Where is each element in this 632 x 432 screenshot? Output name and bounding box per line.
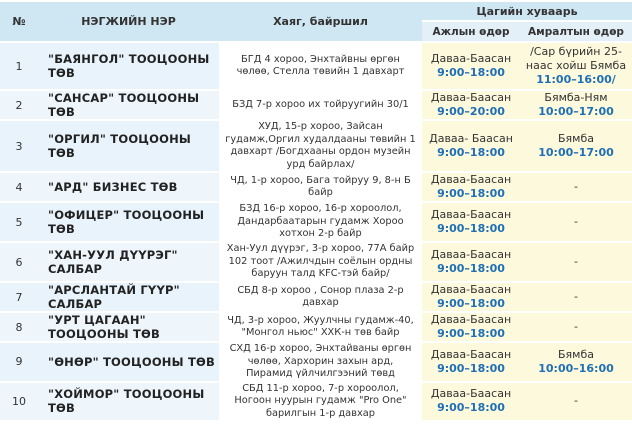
unit-name: "ХОЙМОР" ТООЦООНЫ ТӨВ bbox=[38, 383, 219, 421]
unit-name: "ХАН-УУЛ ДҮҮРЭГ" САЛБАР bbox=[38, 243, 219, 281]
workday-days: Даваа-Баасан bbox=[430, 91, 512, 104]
table-row bbox=[0, 121, 632, 171]
workday-schedule bbox=[422, 43, 520, 89]
restday-schedule bbox=[520, 383, 632, 421]
restday-hours: 10:00–17:00 bbox=[538, 105, 614, 118]
unit-address: СХД 16-р хороо, Энхтайваны өргөн чөлөө, Хархорин захын ард, Пирамид үйлчилгээний төвд bbox=[219, 343, 422, 381]
row-number: 10 bbox=[0, 383, 38, 421]
workday-hours: 9:00–18:00 bbox=[437, 66, 505, 79]
table-row bbox=[0, 383, 632, 421]
workday-days: Даваа- Баасан bbox=[429, 132, 513, 145]
unit-name: "ӨНӨР" ТООЦООНЫ ТӨВ bbox=[38, 343, 219, 381]
unit-name: "ОРГИЛ" ТООЦООНЫ ТӨВ bbox=[38, 121, 219, 171]
restday-days: Бямба-Ням bbox=[544, 91, 608, 104]
workday-hours: 9:00–18:00 bbox=[437, 262, 505, 275]
unit-address: ХУД, 15-р хороо, Зайсан гудамж,Оргил худалдааны төвийн 1 давхарт /Богдхааны ордон музейн урд байрлах/ bbox=[219, 121, 422, 171]
restday-days: - bbox=[574, 180, 578, 193]
restday-days: Бямба bbox=[558, 132, 594, 145]
restday-days: - bbox=[574, 215, 578, 228]
row-number: 9 bbox=[0, 343, 38, 381]
workday-schedule bbox=[422, 243, 520, 281]
unit-address: БГД 4 хороо, Энхтайвны өргөн чөлөө, Стелла төвийн 1 давхарт bbox=[219, 43, 422, 89]
workday-days: Даваа-Баасан bbox=[430, 283, 512, 296]
table-body bbox=[0, 43, 632, 420]
workday-schedule bbox=[422, 383, 520, 421]
restday-days: - bbox=[574, 290, 578, 303]
workday-days: Даваа-Баасан bbox=[430, 313, 512, 326]
table-row bbox=[0, 343, 632, 381]
header-address: Хаяг, байршил bbox=[219, 2, 422, 41]
header-number: № bbox=[0, 2, 38, 41]
unit-address: СБД 11-р хороо, 7-р хороолол, Ногоон нуурын гудамж "Pro One" барилгын 1-р давхар bbox=[219, 383, 422, 421]
header-unit-name: НЭГЖИЙН НЭР bbox=[38, 2, 219, 41]
unit-address: Хан-Уул дүүрэг, 3-р хороо, 77А байр 102 тоот /Ажилчдын соёлын ордны баруун талд KFC-тэй байр/ bbox=[219, 243, 422, 281]
restday-schedule bbox=[520, 283, 632, 311]
workday-days: Даваа-Баасан bbox=[430, 173, 512, 186]
row-number: 1 bbox=[0, 43, 38, 89]
restday-schedule bbox=[520, 313, 632, 341]
workday-days: Даваа-Баасан bbox=[430, 248, 512, 261]
unit-address: ЧД, 3-р хороо, Жуулчны гудамж-40, "Монгол ньюс" ХХК-н төв байр bbox=[219, 313, 422, 341]
table-row bbox=[0, 313, 632, 341]
row-number: 3 bbox=[0, 121, 38, 171]
header-schedule: Цагийн хуваарь bbox=[422, 2, 632, 20]
row-number: 8 bbox=[0, 313, 38, 341]
restday-schedule bbox=[520, 203, 632, 241]
restday-days: /Сар бүрийн 25-наас хойш Бямба bbox=[525, 45, 627, 72]
restday-hours: 10:00–17:00 bbox=[538, 146, 614, 159]
unit-name: "АРСЛАНТАЙ ГҮҮР" САЛБАР bbox=[38, 283, 219, 311]
workday-hours: 9:00–18:00 bbox=[437, 361, 505, 375]
workday-hours: 9:00–18:00 bbox=[437, 187, 505, 200]
restday-hours: 10:00–16:00 bbox=[538, 361, 614, 375]
row-number: 2 bbox=[0, 91, 38, 119]
restday-schedule bbox=[520, 43, 632, 89]
workday-hours: 9:00–18:00 bbox=[437, 401, 505, 415]
workday-schedule bbox=[422, 283, 520, 311]
workday-schedule bbox=[422, 121, 520, 171]
unit-name: "АРД" БИЗНЕС ТӨВ bbox=[38, 173, 219, 201]
restday-schedule bbox=[520, 243, 632, 281]
row-number: 7 bbox=[0, 283, 38, 311]
workday-schedule bbox=[422, 313, 520, 341]
unit-name: "УРТ ЦАГААН" ТООЦООНЫ ТӨВ bbox=[38, 313, 219, 341]
header-restdays: Амралтын өдөр bbox=[520, 22, 632, 41]
header-workdays: Ажлын өдөр bbox=[422, 22, 520, 41]
workday-schedule bbox=[422, 173, 520, 201]
workday-schedule bbox=[422, 343, 520, 381]
restday-days: - bbox=[574, 394, 578, 408]
workday-schedule bbox=[422, 203, 520, 241]
restday-hours: 11:00–16:00/ bbox=[536, 73, 616, 86]
workday-hours: 9:00–20:00 bbox=[437, 105, 505, 118]
table-row bbox=[0, 203, 632, 241]
restday-schedule bbox=[520, 343, 632, 381]
row-number: 4 bbox=[0, 173, 38, 201]
restday-schedule bbox=[520, 173, 632, 201]
unit-name: "САНСАР" ТООЦООНЫ ТӨВ bbox=[38, 91, 219, 119]
restday-days: - bbox=[574, 320, 578, 333]
workday-days: Даваа-Баасан bbox=[430, 347, 512, 361]
restday-days: Бямба bbox=[558, 347, 594, 361]
workday-days: Даваа-Баасан bbox=[430, 52, 512, 65]
workday-hours: 9:00–18:00 bbox=[437, 222, 505, 235]
workday-hours: 9:00–18:00 bbox=[437, 297, 505, 310]
table-row bbox=[0, 43, 632, 89]
unit-address: ЧД, 1-р хороо, Бага тойруу 9, 8-н Б байр bbox=[219, 173, 422, 201]
workday-hours: 9:00–18:00 bbox=[437, 146, 505, 159]
restday-schedule bbox=[520, 91, 632, 119]
table-row bbox=[0, 173, 632, 201]
unit-name: "БАЯНГОЛ" ТООЦООНЫ ТӨВ bbox=[38, 43, 219, 89]
restday-schedule bbox=[520, 121, 632, 171]
unit-address: БЗД 16-р хороо, 16-р хороолол, Дандарбаатарын гудамж Хороо хотхон 2-р байр bbox=[219, 203, 422, 241]
row-number: 5 bbox=[0, 203, 38, 241]
unit-name: "ОФИЦЕР" ТООЦООНЫ ТӨВ bbox=[38, 203, 219, 241]
row-number: 6 bbox=[0, 243, 38, 281]
unit-address: СБД 8-р хороо , Сонор плаза 2-р давхар bbox=[219, 283, 422, 311]
table-row bbox=[0, 243, 632, 281]
workday-schedule bbox=[422, 91, 520, 119]
workday-hours: 9:00–18:00 bbox=[437, 327, 505, 340]
table-row bbox=[0, 283, 632, 311]
workday-days: Даваа-Баасан bbox=[430, 387, 512, 401]
unit-address: БЗД 7-р хороо их тойруугийн 30/1 bbox=[219, 91, 422, 119]
restday-days: - bbox=[574, 255, 578, 268]
table-row bbox=[0, 91, 632, 119]
workday-days: Даваа-Баасан bbox=[430, 208, 512, 221]
